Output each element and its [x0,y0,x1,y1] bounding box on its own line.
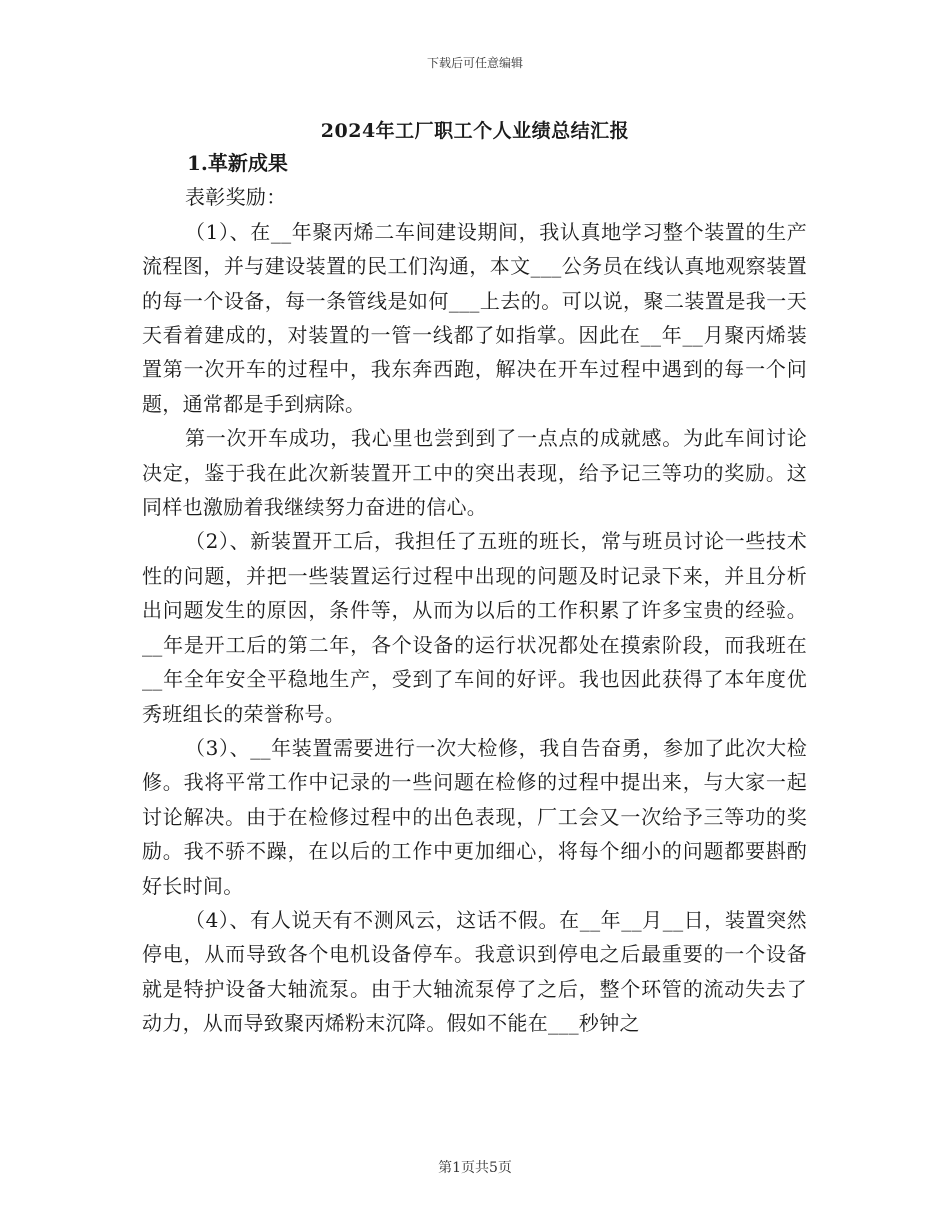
paragraph-item-4: （4）、有人说天有不测风云，这话不假。在__年__月__日，装置突然停电，从而导致各个电机设备停车。我意识到停电之后最重要的一个设备就是特护设备大轴流泵。由于大轴流泵停了之后，整个环管的流动失去了动力，从而导致聚丙烯粉末沉降。假如不能在___秒钟之 [142,907,807,1036]
page-number: 第1页共5页 [438,1160,512,1176]
document-body [142,146,807,1041]
paragraph-awards-label: 表彰奖励： [185,185,287,210]
paragraph-first-startup: 第一次开车成功，我心里也尝到到了一点点的成就感。为此车间讨论决定，鉴于我在此次新装置开工中的突出表现，给予记三等功的奖励。这同样也激励着我继续努力奋进的信心。 [142,426,807,520]
document-title: 2024年工厂职工个人业绩总结汇报 [320,120,630,142]
paragraph-item-1: （1）、在__年聚丙烯二车间建设期间，我认真地学习整个装置的生产流程图，并与建设装置的民工们沟通，本文___公务员在线认真地观察装置的每一个设备，每一条管线是如何___上去的。可以说，聚二装置是我一天天看着建成的，对装置的一管一线都了如指掌。因此在__年__月聚丙烯装置第一次开车的过程中，我东奔西跑，解决在开车过程中遇到的每一个问题，通常都是手到病除。 [142,219,807,416]
paragraph-item-2: （2）、新装置开工后，我担任了五班的班长，常与班员讨论一些技术性的问题，并把一些装置运行过程中出现的问题及时记录下来，并且分析出问题发生的原因，条件等，从而为以后的工作积累了许多宝贵的经验。__年是开工后的第二年，各个设备的运行状况都处在摸索阶段，而我班在__年全年安全平稳地生产，受到了车间的好评。我也因此获得了本年度优秀班组长的荣誉称号。 [142,529,807,726]
section-heading: 1.革新成果 [187,151,288,175]
page-header-note: 下载后可任意编辑 [426,56,523,70]
paragraph-item-3: （3）、__年装置需要进行一次大检修，我自告奋勇，参加了此次大检修。我将平常工作中记录的一些问题在检修的过程中提出来，与大家一起讨论解决。由于在检修过程中的出色表现，厂工会又一次给予三等功的奖励。我不骄不躁，在以后的工作中更加细心，将每个细小的问题都要斟酌好长时间。 [142,735,807,898]
